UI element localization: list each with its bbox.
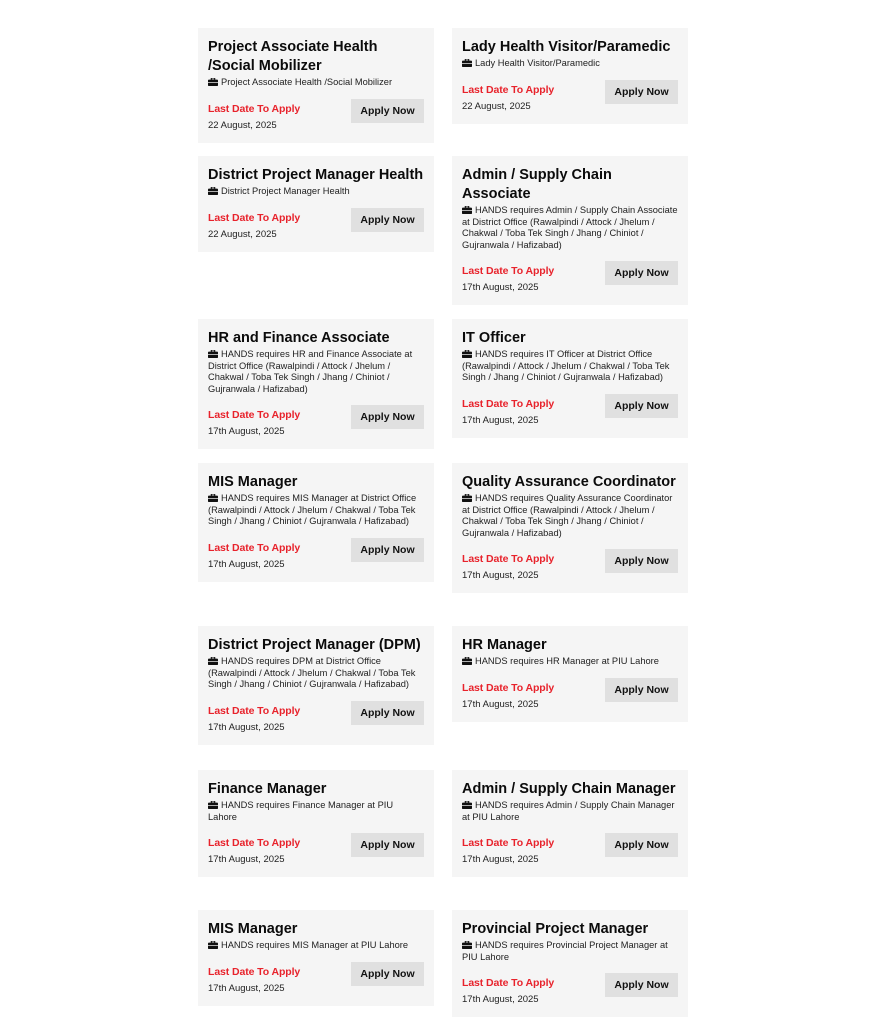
job-description-text: HANDS requires HR Manager at PIU Lahore — [475, 656, 659, 666]
deadline-date: 17th August, 2025 — [208, 426, 285, 437]
job-card — [198, 463, 434, 582]
job-description-text: HANDS requires HR and Finance Associate at District Office (Rawalpindi / Attock / Jhelum / Chakwal / Toba Tek Singh / Jhang / Chiniot / Gujranwala / Hafizabad) — [208, 349, 413, 394]
job-description — [462, 940, 678, 963]
job-card — [452, 156, 688, 305]
job-card — [198, 910, 434, 1006]
job-description — [462, 656, 678, 668]
job-title[interactable]: HR and Finance Associate — [208, 330, 390, 346]
deadline-label: Last Date To Apply — [462, 837, 555, 849]
job-description-text: Project Associate Health /Social Mobilizer — [221, 77, 393, 87]
job-description — [208, 656, 424, 691]
job-card — [198, 770, 434, 877]
deadline-date: 17th August, 2025 — [462, 414, 539, 426]
job-description-text: HANDS requires DPM at District Office (Rawalpindi / Attock / Jhelum / Chakwal / Toba Tek Singh / Jhang / Chiniot / Gujranwala / Hafizabad) — [208, 656, 416, 689]
apply-now-button[interactable]: Apply Now — [351, 405, 424, 429]
job-description — [462, 349, 678, 384]
briefcase-icon — [462, 494, 472, 502]
apply-now-button[interactable]: Apply Now — [351, 962, 424, 986]
apply-now-button[interactable]: Apply Now — [351, 701, 424, 725]
job-description-text: HANDS requires IT Officer at District Office (Rawalpindi / Attock / Jhelum / Chakwal / Toba Tek Singh / Jhang / Chiniot / Gujranwala / Hafizabad) — [462, 349, 670, 382]
job-description — [462, 800, 678, 823]
job-description — [208, 77, 424, 89]
job-card — [198, 156, 434, 252]
job-title[interactable]: IT Officer — [462, 330, 526, 346]
deadline-date: 17th August, 2025 — [462, 698, 539, 710]
job-description-text: HANDS requires Quality Assurance Coordinator at District Office (Rawalpindi / Attock / Jhelum / Chakwal / Toba Tek Singh / Jhang / Chiniot / Gujranwala / Hafizabad) — [462, 493, 673, 538]
apply-now-button[interactable]: Apply Now — [351, 833, 424, 857]
deadline-label: Last Date To Apply — [462, 265, 555, 277]
job-card — [198, 319, 434, 449]
deadline-label: Last Date To Apply — [208, 409, 301, 421]
job-description — [208, 186, 424, 198]
job-footer — [208, 542, 424, 574]
job-footer — [208, 103, 424, 135]
deadline-label: Last Date To Apply — [462, 397, 555, 410]
job-card — [452, 28, 688, 124]
job-description-text: HANDS requires MIS Manager at PIU Lahore — [221, 940, 409, 950]
job-footer — [462, 553, 678, 585]
deadline-label: Last Date To Apply — [462, 553, 555, 565]
deadline-label: Last Date To Apply — [208, 965, 301, 978]
job-footer — [462, 265, 678, 297]
deadline-date: 17th August, 2025 — [462, 854, 539, 865]
deadline-date: 22 August, 2025 — [208, 228, 277, 240]
job-description-text: HANDS requires Admin / Supply Chain Manager at PIU Lahore — [462, 800, 675, 822]
deadline-label: Last Date To Apply — [462, 83, 555, 96]
apply-now-button[interactable]: Apply Now — [605, 261, 678, 285]
job-card — [452, 319, 688, 438]
deadline-date: 17th August, 2025 — [208, 982, 285, 994]
job-description — [208, 940, 424, 952]
briefcase-icon — [208, 657, 218, 665]
job-description-text: HANDS requires Admin / Supply Chain Associate at District Office (Rawalpindi / Attock / Jhelum / Chakwal / Toba Tek Singh / Jhang / Chiniot / Gujranwala / Hafizabad) — [462, 205, 678, 250]
job-footer — [462, 682, 678, 714]
briefcase-icon — [208, 187, 218, 195]
job-description — [208, 800, 424, 823]
briefcase-icon — [462, 206, 472, 214]
briefcase-icon — [208, 941, 218, 949]
deadline-date: 22 August, 2025 — [462, 100, 531, 112]
job-card — [452, 626, 688, 722]
apply-now-button[interactable]: Apply Now — [605, 973, 678, 997]
job-description — [462, 205, 678, 251]
apply-now-button[interactable]: Apply Now — [605, 678, 678, 702]
job-description — [462, 493, 678, 539]
job-footer — [208, 409, 424, 441]
job-description — [208, 493, 424, 528]
deadline-date: 17th August, 2025 — [208, 721, 285, 733]
job-footer — [462, 977, 678, 1009]
job-description — [208, 349, 424, 395]
apply-now-button[interactable]: Apply Now — [605, 833, 678, 857]
job-title[interactable]: Finance Manager — [208, 781, 327, 797]
job-card — [452, 770, 688, 877]
apply-now-button[interactable]: Apply Now — [351, 99, 424, 123]
job-description-text: Lady Health Visitor/Paramedic — [475, 58, 600, 68]
job-card — [198, 28, 434, 143]
apply-now-button[interactable]: Apply Now — [351, 538, 424, 562]
deadline-label: Last Date To Apply — [208, 837, 301, 849]
job-description-text: HANDS requires Provincial Project Manager at PIU Lahore — [462, 940, 668, 962]
deadline-label: Last Date To Apply — [208, 102, 301, 115]
deadline-date: 17th August, 2025 — [462, 570, 539, 581]
job-footer — [462, 398, 678, 430]
briefcase-icon — [462, 657, 472, 665]
apply-now-button[interactable]: Apply Now — [605, 80, 678, 104]
briefcase-icon — [462, 350, 472, 358]
job-description — [462, 58, 678, 70]
deadline-label: Last Date To Apply — [462, 977, 555, 989]
deadline-date: 17th August, 2025 — [208, 558, 285, 570]
job-description-text: HANDS requires MIS Manager at District Office (Rawalpindi / Attock / Jhelum / Chakwal / Toba Tek Singh / Jhang / Chiniot / Gujranwala / Hafizabad) — [208, 493, 417, 526]
job-title[interactable]: District Project Manager Health — [208, 167, 424, 183]
deadline-label: Last Date To Apply — [208, 704, 301, 717]
job-title[interactable]: Admin / Supply Chain Associate — [462, 167, 612, 202]
job-footer — [462, 84, 678, 116]
briefcase-icon — [208, 494, 218, 502]
briefcase-icon — [208, 78, 218, 86]
job-footer — [208, 966, 424, 998]
job-card — [452, 463, 688, 593]
deadline-date: 17th August, 2025 — [208, 854, 285, 865]
briefcase-icon — [462, 59, 472, 67]
briefcase-icon — [208, 801, 218, 809]
job-title[interactable]: MIS Manager — [208, 474, 298, 490]
job-description-text: District Project Manager Health — [221, 186, 350, 196]
job-title[interactable]: Provincial Project Manager — [462, 921, 649, 937]
job-title[interactable]: Project Associate Health /Social Mobilizer — [208, 39, 378, 74]
briefcase-icon — [462, 941, 472, 949]
job-footer — [208, 837, 424, 869]
deadline-label: Last Date To Apply — [462, 681, 555, 694]
job-card — [198, 626, 434, 745]
job-footer — [208, 705, 424, 737]
deadline-label: Last Date To Apply — [208, 211, 301, 224]
apply-now-button[interactable]: Apply Now — [605, 549, 678, 573]
job-title[interactable]: HR Manager — [462, 637, 547, 653]
deadline-date: 22 August, 2025 — [208, 119, 277, 131]
job-title[interactable]: Lady Health Visitor/Paramedic — [462, 39, 671, 55]
briefcase-icon — [208, 350, 218, 358]
deadline-date: 17th August, 2025 — [462, 282, 539, 293]
job-footer — [208, 212, 424, 244]
briefcase-icon — [462, 801, 472, 809]
job-description-text: HANDS requires Finance Manager at PIU Lahore — [208, 800, 394, 822]
apply-now-button[interactable]: Apply Now — [351, 208, 424, 232]
apply-now-button[interactable]: Apply Now — [605, 394, 678, 418]
job-title[interactable]: Quality Assurance Coordinator — [462, 474, 676, 490]
job-title[interactable]: MIS Manager — [208, 921, 298, 937]
job-footer — [462, 837, 678, 869]
deadline-date: 17th August, 2025 — [462, 994, 539, 1005]
job-title[interactable]: Admin / Supply Chain Manager — [462, 781, 676, 797]
job-card — [452, 910, 688, 1017]
deadline-label: Last Date To Apply — [208, 541, 301, 554]
job-title[interactable]: District Project Manager (DPM) — [208, 637, 421, 653]
